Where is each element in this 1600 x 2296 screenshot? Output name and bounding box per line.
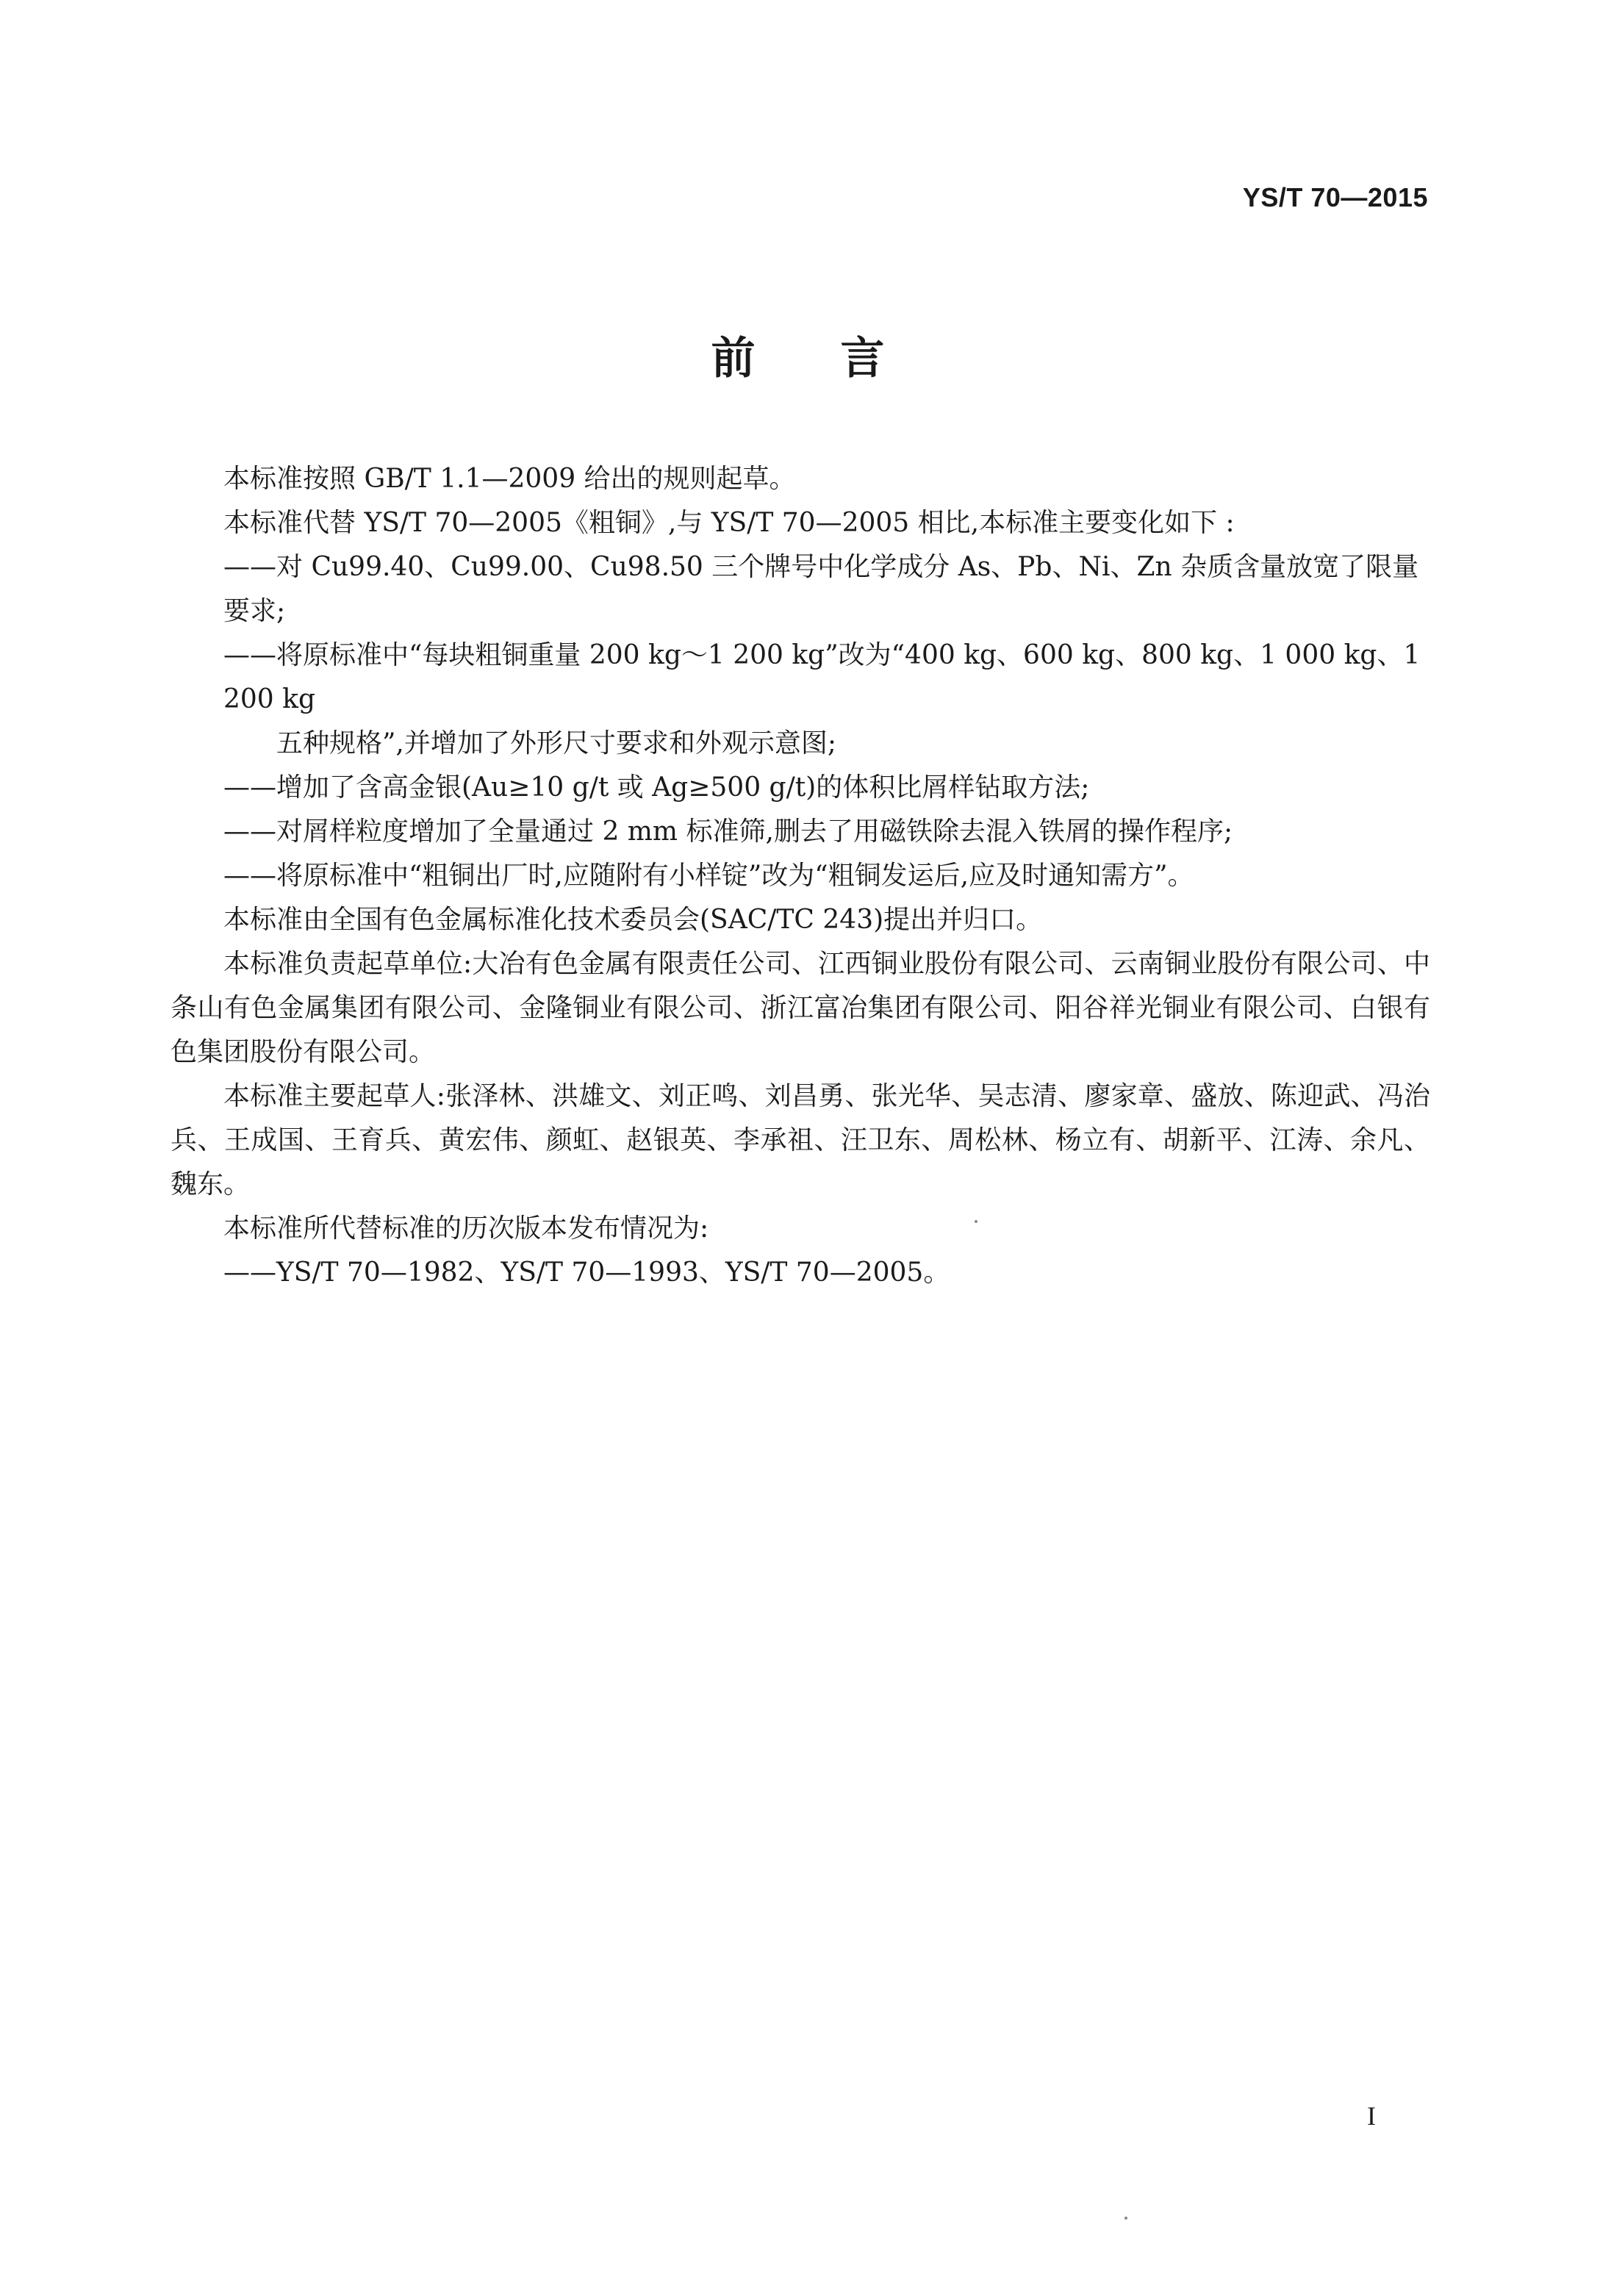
change-item-2-line-2: 五种规格”,并增加了外形尺寸要求和外观示意图;: [276, 728, 836, 758]
change-item-1: ——对 Cu99.40、Cu99.00、Cu98.50 三个牌号中化学成分 As、Pb、Ni、Zn 杂质含量放宽了限量要求;: [223, 552, 1419, 626]
change-item-5: ——将原标准中“粗铜出厂时,应随附有小样锭”改为“粗铜发运后,应及时通知需方”。: [223, 861, 1194, 891]
paragraph-history-intro: 本标准所代替标准的历次版本发布情况为:: [223, 1213, 709, 1244]
history-list: ——YS/T 70—1982、YS/T 70—1993、YS/T 70—2005。: [223, 1258, 950, 1288]
change-item-2-line-1: ——将原标准中“每块粗铜重量 200 kg～1 200 kg”改为“400 kg、600 kg、800 kg、1 000 kg、1 200 kg: [223, 640, 1421, 714]
page-title: [0, 323, 1600, 387]
change-item-2: [171, 634, 1430, 766]
page-number: I: [1367, 2101, 1376, 2131]
title-char-1: 前: [711, 333, 760, 384]
title-char-2: 言: [840, 333, 889, 384]
scan-speck: [975, 1220, 977, 1223]
paragraph-drafting-units: 本标准负责起草单位:大冶有色金属有限责任公司、江西铜业股份有限公司、云南铜业股份有限公司、中条山有色金属集团有限公司、金隆铜业有限公司、浙江富冶集团有限公司、阳谷祥光铜业有限公司、白银有色集团股份有限公司。: [171, 949, 1430, 1067]
paragraph-replacement: 本标准代替 YS/T 70—2005《粗铜》,与 YS/T 70—2005 相比,本标准主要变化如下 :: [223, 508, 1235, 538]
change-item-3: ——增加了含高金银(Au≥10 g/t 或 Ag≥500 g/t)的体积比屑样钻取方法;: [223, 772, 1090, 803]
foreword-body: [171, 457, 1430, 1295]
scan-speck: [1124, 2217, 1127, 2220]
paragraph-committee: 本标准由全国有色金属标准化技术委员会(SAC/TC 243)提出并归口。: [223, 905, 1043, 935]
standard-code: YS/T 70—2015: [1242, 182, 1428, 212]
change-item-4: ——对屑样粒度增加了全量通过 2 mm 标准筛,删去了用磁铁除去混入铁屑的操作程序;: [223, 817, 1233, 847]
paragraph-drafters: 本标准主要起草人:张泽林、洪雄文、刘正鸣、刘昌勇、张光华、吴志清、廖家章、盛放、陈迎武、冯治兵、王成国、王育兵、黄宏伟、颜虹、赵银英、李承祖、汪卫东、周松林、杨立有、胡新平、江涛、余凡、魏东。: [171, 1081, 1430, 1199]
paragraph-drafting-rules: 本标准按照 GB/T 1.1—2009 给出的规则起草。: [223, 464, 796, 494]
